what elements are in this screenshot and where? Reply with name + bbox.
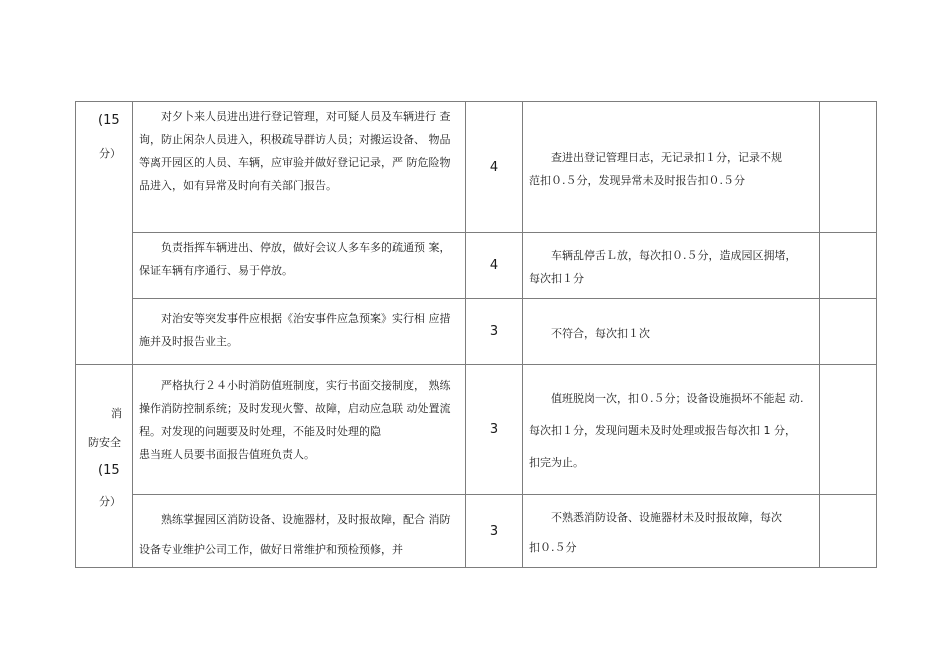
remarks-cell <box>820 495 877 568</box>
requirement-line: 保证车辆有序通行、易于停放。 <box>139 264 293 277</box>
requirement-line: 操作消防控制系统；及时发现火警、故障，启动应急联 动处置流 <box>139 402 451 415</box>
remarks-cell <box>820 233 877 299</box>
table-row <box>76 233 877 299</box>
requirement-line: 熟练掌握园区消防设备、设施器材，及时报故障，配合 消防 <box>161 513 451 526</box>
requirement-cell <box>133 102 466 233</box>
category-cell <box>76 102 133 365</box>
requirement-line: 品进入，如有异常及时向有关部门报告。 <box>139 179 337 192</box>
standard-cell <box>523 102 820 233</box>
score-cell: 4 <box>466 233 523 299</box>
table-row <box>76 495 877 568</box>
requirement-line: 对治安等突发事件应根据《治安事件应急预案》实行相 应措 <box>161 312 451 325</box>
standard-line: 不熟悉消防设备、设施器材未及时报故障，每次 <box>551 510 782 524</box>
score-cell: 4 <box>466 102 523 233</box>
score-cell: 3 <box>466 299 523 365</box>
standard-line: 不符合，每次扣１次 <box>551 326 650 340</box>
standard-line: 查进出登记管理日志，无记录扣１分，记录不规 <box>551 150 782 164</box>
requirement-cell <box>133 299 466 365</box>
category-label-line: 分） <box>99 147 121 160</box>
requirement-cell <box>133 233 466 299</box>
category-label-line: 消 <box>111 407 122 420</box>
category-label-line: 防安全 <box>88 436 121 449</box>
category-cell <box>76 365 133 568</box>
standard-cell <box>523 365 820 495</box>
remarks-cell <box>820 365 877 495</box>
remarks-cell <box>820 299 877 365</box>
remarks-cell <box>820 102 877 233</box>
requirement-line: 询，防止闲杂人员进入，积极疏导群访人员；对搬运设备、 物品 <box>139 133 451 146</box>
standard-line: 扣０.５分 <box>529 540 577 554</box>
score-cell: 3 <box>466 495 523 568</box>
standard-line: 每次扣１分 <box>529 272 584 285</box>
requirement-line: 等离开园区的人员、车辆，应审验并做好登记记录，严 防危险物 <box>139 156 451 169</box>
standard-line: 范扣０.５分，发现异常未及时报告扣０.５分 <box>529 173 745 187</box>
table-row <box>76 102 877 233</box>
requirement-line: 程。对发现的问题要及时处理，不能及时处理的隐 <box>139 425 381 438</box>
category-label-line: 分） <box>99 495 121 508</box>
requirement-line: 施并及时报告业主。 <box>139 335 238 348</box>
standard-line: 每次扣１分，发现问题未及时处理或报告每次扣 1 分， <box>529 424 796 437</box>
table-row <box>76 365 877 495</box>
requirement-cell <box>133 365 466 495</box>
standard-cell <box>523 495 820 568</box>
category-label-line: (15 <box>98 113 120 128</box>
requirement-line: 严格执行２４小时消防值班制度，实行书面交接制度， 熟练 <box>161 379 451 392</box>
standard-cell <box>523 233 820 299</box>
table-row <box>76 299 877 365</box>
standard-line: 值班脱岗一次，扣０.５分；设备设施损坏不能起 动. <box>551 392 804 405</box>
score-cell: 3 <box>466 365 523 495</box>
category-label-line: (15 <box>98 463 120 478</box>
requirement-line: 对夕卜来人员进出进行登记管理，对可疑人员及车辆进行 查 <box>161 110 451 123</box>
requirement-line: 患当班人员要书面报告值班负责人。 <box>139 448 315 461</box>
assessment-table <box>75 101 877 568</box>
requirement-line: 设备专业维护公司工作，做好日常维护和预检预修，并 <box>139 543 403 556</box>
standard-line: 车辆乱停舌Ｌ放，每次扣０.５分，造成园区拥堵， <box>551 249 797 262</box>
requirement-cell <box>133 495 466 568</box>
standard-line: 扣完为止。 <box>529 456 584 469</box>
standard-cell <box>523 299 820 365</box>
requirement-line: 负责指挥车辆进出、停放，做好会议人多车多的疏通预 案， <box>161 241 451 254</box>
